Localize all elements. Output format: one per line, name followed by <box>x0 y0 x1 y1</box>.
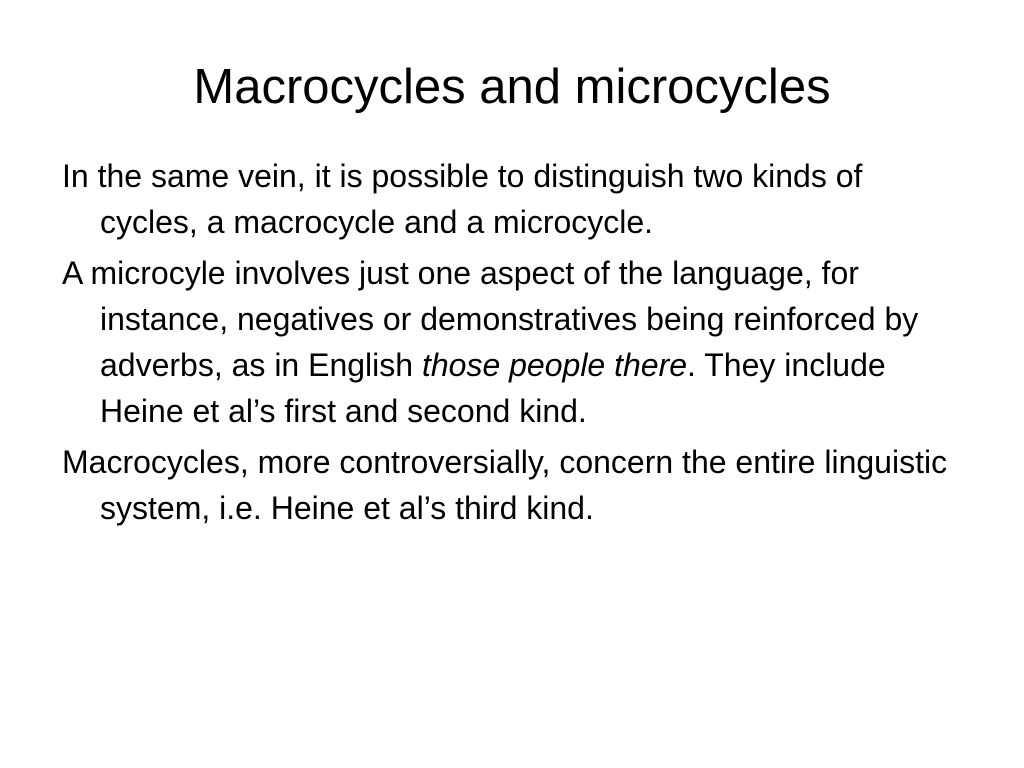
paragraph-microcycle-text-start: A microcyle involves just one aspect of the language, for instance, negatives or demonstratives being reinforced by adverbs, as in English <box>62 255 919 383</box>
example-phrase: those people there <box>421 347 688 383</box>
paragraph-macrocycle-definition: Macrocycles, more controversially, concern the entire linguistic system, i.e. Heine et al’s third kind. <box>62 444 948 526</box>
slide-body <box>62 153 962 536</box>
paragraph-microcycle-definition <box>62 250 962 434</box>
paragraph-microcycle-text-end: . They include Heine et al’s first and second kind. <box>100 347 886 429</box>
paragraph-two-kinds-of-cycles: In the same vein, it is possible to distinguish two kinds of cycles, a macrocycle and a microcycle. <box>62 158 863 240</box>
slide-title: Macrocycles and microcycles <box>193 60 831 114</box>
